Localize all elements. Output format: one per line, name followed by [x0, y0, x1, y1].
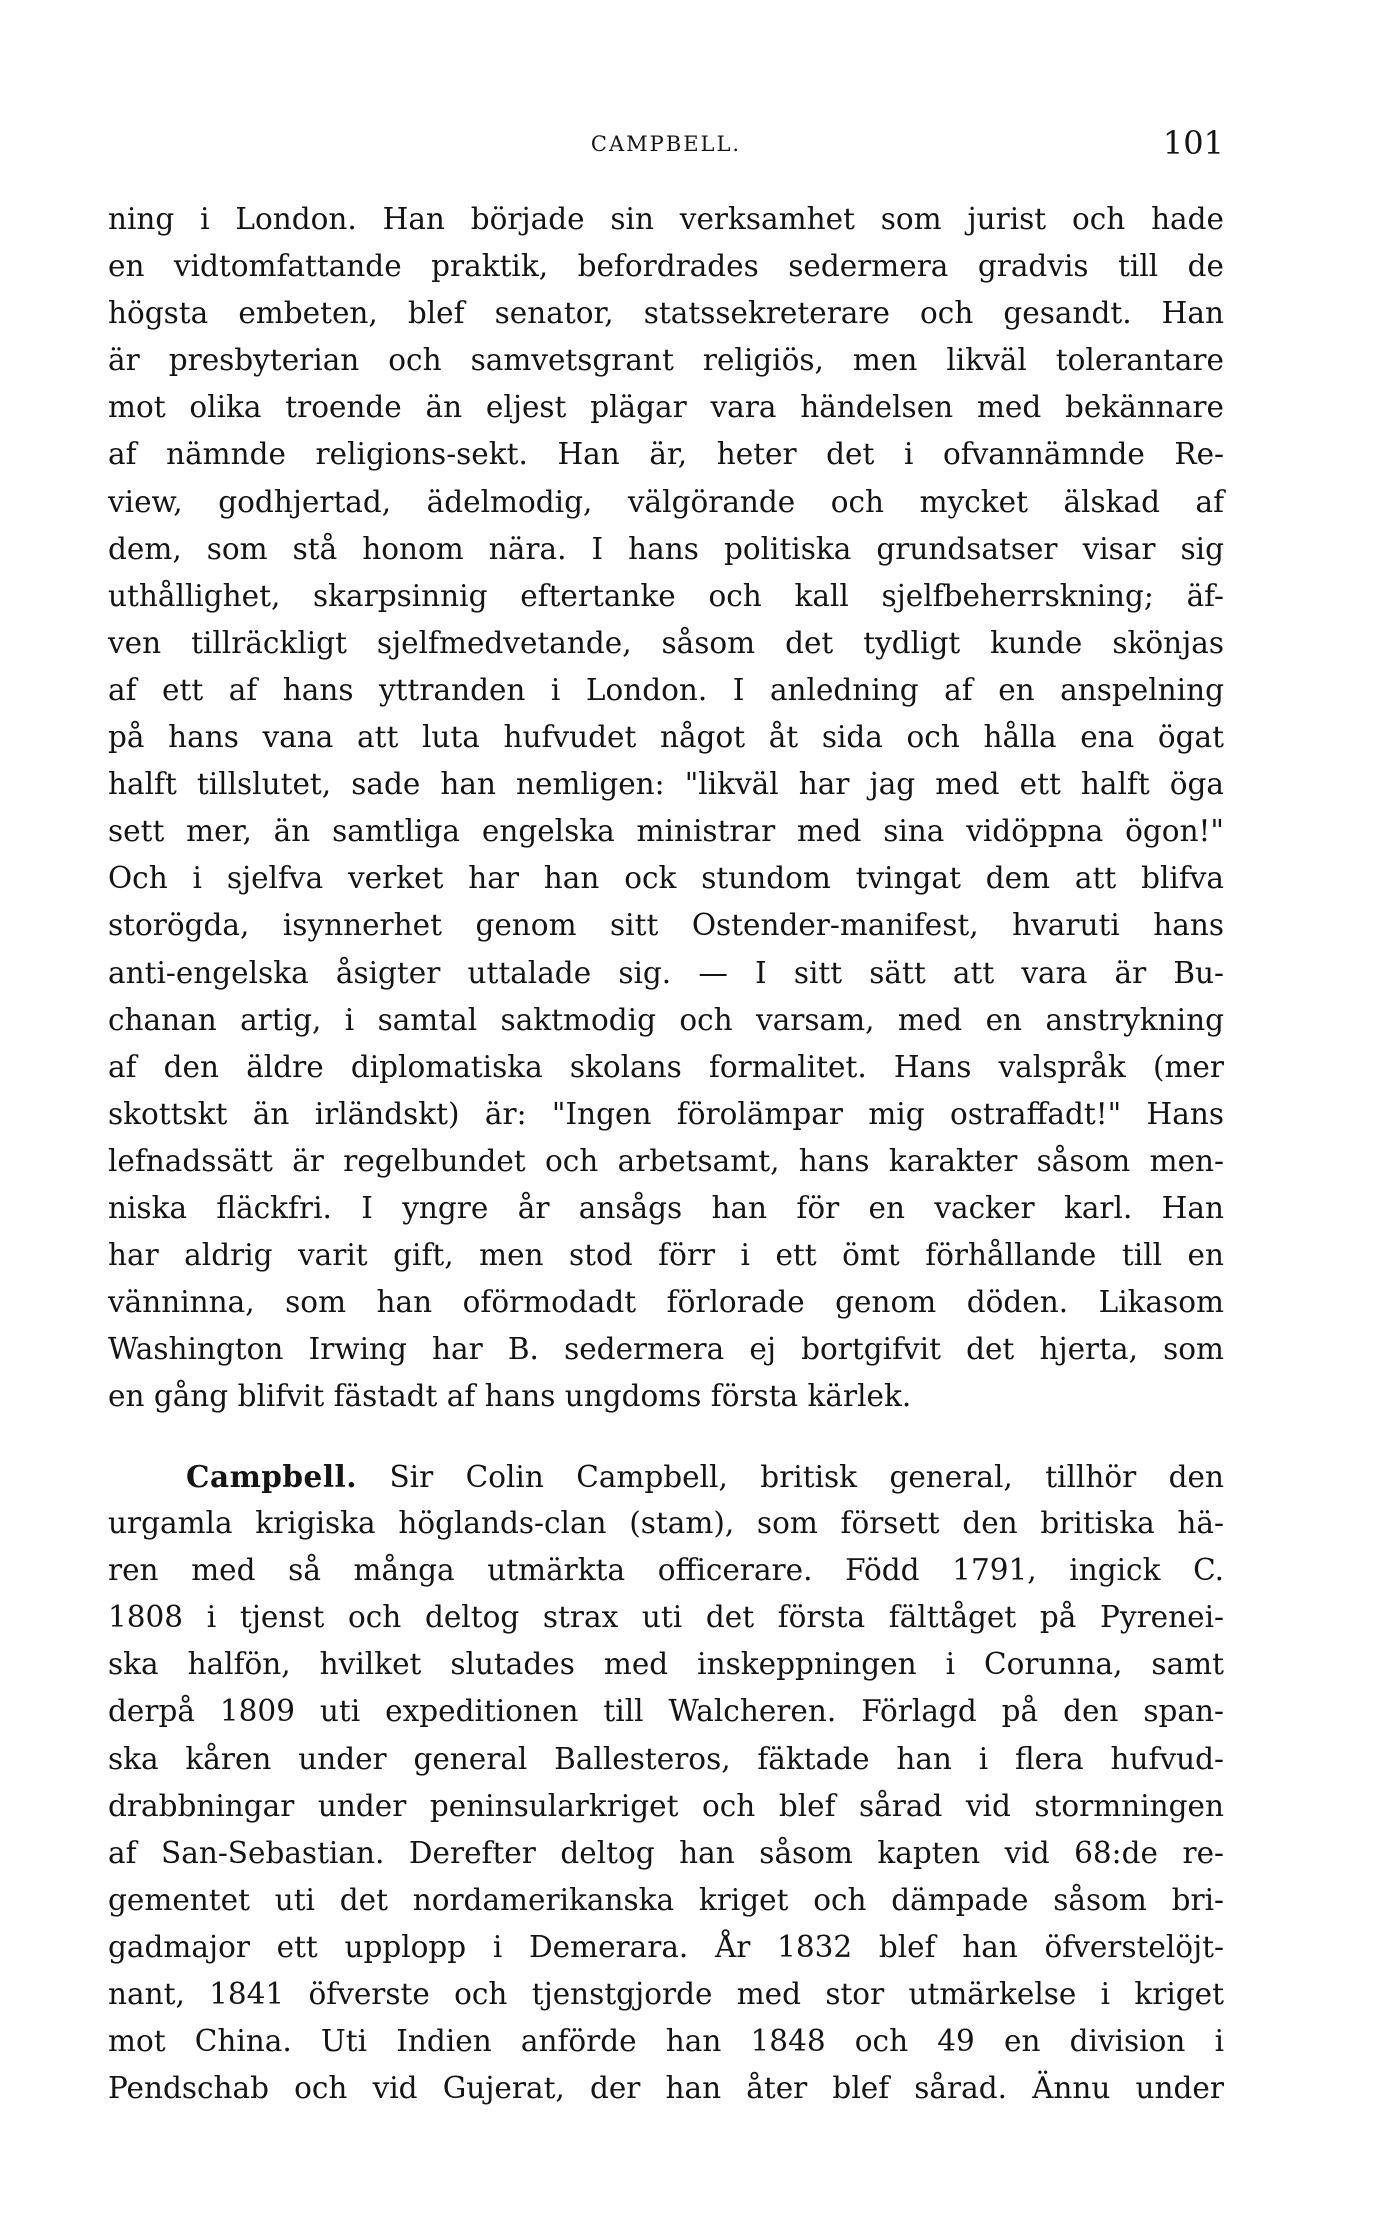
text-line: lefnadssätt är regelbundet och arbetsamt, hans karakter såsom men-: [108, 1143, 1224, 1178]
text-line: drabbningar under peninsularkriget och blef sårad vid stormningen: [108, 1788, 1224, 1823]
text-line: niska fläckfri. I yngre år ansågs han för en vacker karl. Han: [108, 1190, 1224, 1225]
text-line: mot olika troende än eljest plägar vara händelsen med bekännare: [108, 390, 1224, 425]
text-line: Pendschab och vid Gujerat, der han åter blef sårad. Ännu under: [108, 2071, 1224, 2106]
text-line: 1808 i tjenst och deltog strax uti det första fälttåget på Pyrenei-: [108, 1600, 1224, 1635]
text-line: har aldrig varit gift, men stod förr i ett ömt förhållande till en: [108, 1238, 1224, 1273]
text-line: anti-engelska åsigter uttalade sig. — I sitt sätt att vara är Bu-: [108, 955, 1224, 990]
text-line: gementet uti det nordamerikanska kriget och dämpade såsom bri-: [108, 1882, 1224, 1917]
text-line: af nämnde religions-sekt. Han är, heter det i ofvannämnde Re-: [108, 437, 1224, 472]
entry-campbell: [108, 1453, 1224, 2112]
text-line: vänninna, som han oförmodadt förlorade genom döden. Likasom: [108, 1285, 1224, 1320]
running-head: [108, 124, 1224, 164]
text-line: ning i London. Han började sin verksamhet som jurist och hade: [108, 202, 1224, 236]
text-line: af ett af hans yttranden i London. I anledning af en anspelning: [108, 672, 1224, 707]
paragraph-buchanan-continued: [108, 196, 1224, 1420]
text-line: chanan artig, i samtal saktmodig och varsam, med en anstrykning: [108, 1002, 1224, 1037]
text-line: storögda, isynnerhet genom sitt Ostender-manifest, hvaruti hans: [108, 908, 1224, 943]
text-line: en vidtomfattande praktik, befordrades sedermera gradvis till de: [108, 249, 1224, 284]
text-line: skottskt än irländskt) är: "Ingen förolämpar mig ostraffadt!" Hans: [108, 1096, 1224, 1131]
text-line: view, godhjertad, ädelmodig, välgörande och mycket älskad af: [108, 484, 1224, 519]
entry-headword: Campbell.: [186, 1459, 358, 1494]
text-line: uthållighet, skarpsinnig eftertanke och kall sjelfbeherrskning; äf-: [108, 578, 1224, 613]
text-line: urgamla krigiska höglands-clan (stam), som försett den britiska hä-: [108, 1506, 1224, 1541]
text-line: derpå 1809 uti expeditionen till Walcheren. Förlagd på den span-: [108, 1694, 1224, 1729]
text-line: af den äldre diplomatiska skolans formalitet. Hans valspråk (mer: [108, 1049, 1224, 1084]
text-line: halft tillslutet, sade han nemligen: "likväl har jag med ett halft öga: [108, 767, 1224, 802]
text-line: gadmajor ett upplopp i Demerara. År 1832 blef han öfverstelöjt-: [108, 1929, 1224, 1964]
text-line: högsta embeten, blef senator, statssekreterare och gesandt. Han: [108, 296, 1224, 331]
page-number: 101: [1162, 124, 1224, 162]
text-line: ven tillräckligt sjelfmedvetande, såsom det tydligt kunde skönjas: [108, 625, 1224, 660]
text-line: är presbyterian och samvetsgrant religiös, men likväl tolerantare: [108, 343, 1224, 378]
text-line: Och i sjelfva verket har han ock stundom tvingat dem att blifva: [108, 861, 1224, 896]
text-line: Washington Irwing har B. sedermera ej bortgifvit det hjerta, som: [108, 1332, 1224, 1367]
text-line: ska halfön, hvilket slutades med inskeppningen i Corunna, samt: [108, 1647, 1224, 1682]
entry-first-line: [108, 1453, 1224, 1500]
text-line: sett mer, än samtliga engelska ministrar med sina vidöppna ögon!": [108, 814, 1224, 849]
text-line: ska kåren under general Ballesteros, fäktade han i flera hufvud-: [108, 1741, 1224, 1776]
text-line: ren med så många utmärkta officerare. Född 1791, ingick C.: [108, 1553, 1224, 1588]
text-line: mot China. Uti Indien anförde han 1848 och 49 en division i: [108, 2024, 1224, 2059]
text-line: af San-Sebastian. Derefter deltog han såsom kapten vid 68:de re-: [108, 1835, 1224, 1870]
entry-first-line-text: Sir Colin Campbell, britisk general, tillhör den: [389, 1460, 1224, 1494]
text-line: en gång blifvit fästadt af hans ungdoms första kärlek.: [108, 1379, 912, 1414]
running-title: CAMPBELL.: [590, 132, 742, 156]
text-line: på hans vana att luta hufvudet något åt sida och hålla ena ögat: [108, 720, 1224, 755]
text-line: dem, som stå honom nära. I hans politiska grundsatser visar sig: [108, 531, 1224, 566]
text-line: nant, 1841 öfverste och tjenstgjorde med stor utmärkelse i kriget: [108, 1977, 1224, 2012]
